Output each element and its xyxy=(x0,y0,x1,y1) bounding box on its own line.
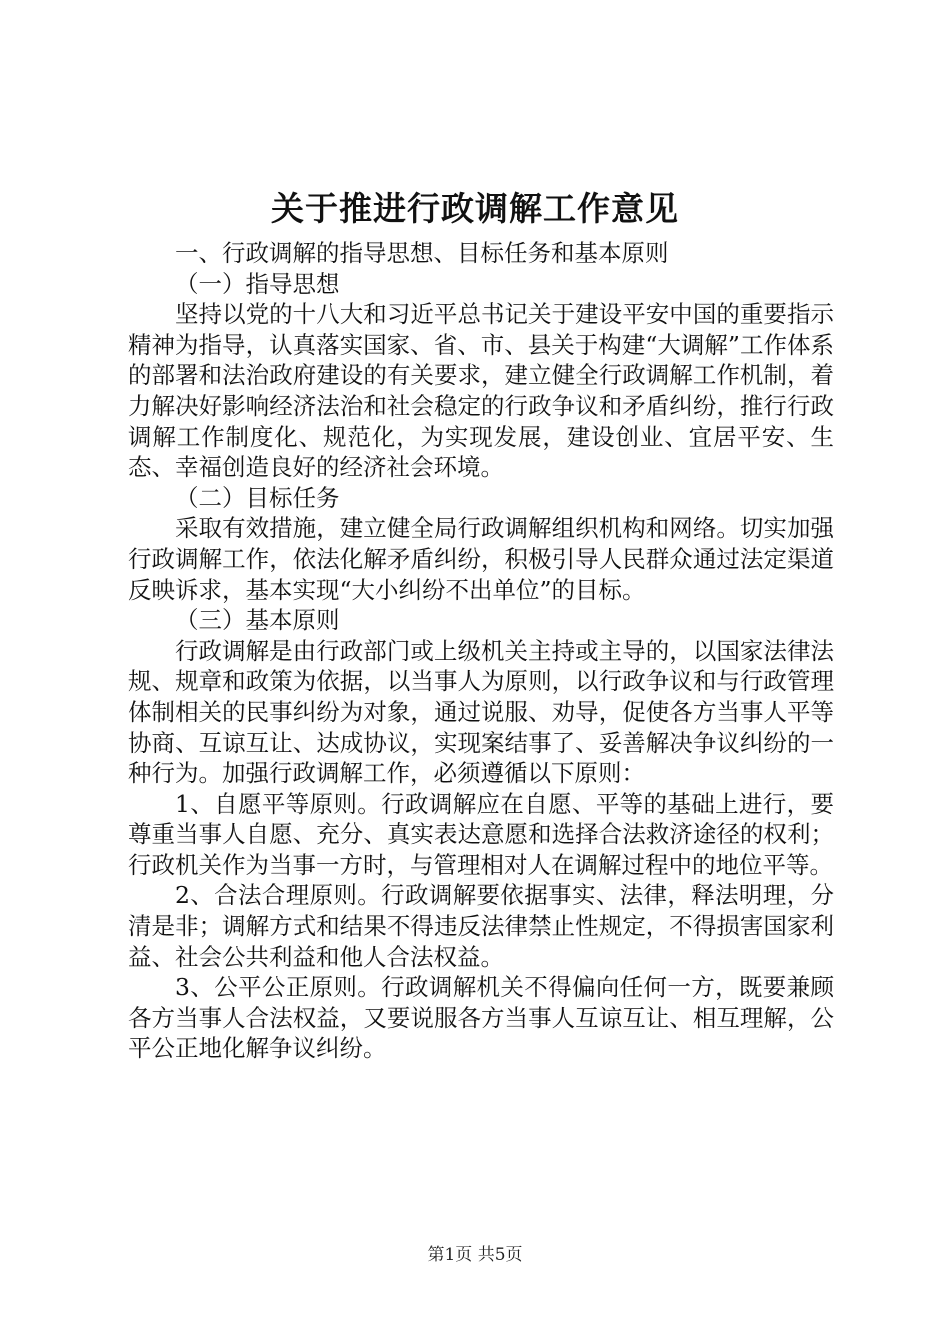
section-heading: 一、行政调解的指导思想、目标任务和基本原则 xyxy=(175,239,669,267)
principle-paragraph: 1、自愿平等原则。行政调解应在自愿、平等的基础上进行，要尊重当事人自愿、充分、真实表达意愿和选择合法救济途径的权利；行政机关作为当事一方时，与管理相对人在调解过程中的地位平等。 xyxy=(128,789,834,879)
page-footer: 第1页 共5页 xyxy=(427,1245,523,1265)
subsection-heading: （三）基本原则 xyxy=(175,606,340,635)
subsection-heading: （一）指导思想 xyxy=(175,269,340,298)
document-body xyxy=(128,238,834,1064)
paragraph: 行政调解是由行政部门或上级机关主持或主导的，以国家法律法规、规章和政策为依据，以当事人为原则，以行政争议和与行政管理体制相关的民事纠纷为对象，通过说服、劝导，促使各方当事人平等协商、互谅互让、达成协议，实现案结事了、妥善解决争议纠纷的一种行为。加强行政调解工作，必须遵循以下原则： xyxy=(128,636,834,788)
paragraph: 采取有效措施，建立健全局行政调解组织机构和网络。切实加强行政调解工作，依法化解矛盾纠纷，积极引导人民群众通过法定渠道反映诉求，基本实现“大小纠纷不出单位”的目标。 xyxy=(128,514,834,604)
paragraph: 坚持以党的十八大和习近平总书记关于建设平安中国的重要指示精神为指导，认真落实国家、省、市、县关于构建“大调解”工作体系的部署和法治政府建设的有关要求，建立健全行政调解工作机制，着力解决好影响经济法治和社会稳定的行政争议和矛盾纠纷，推行行政调解工作制度化、规范化，为实现发展，建设创业、宜居平安、生态、幸福创造良好的经济社会环境。 xyxy=(128,300,834,482)
principle-paragraph: 2、合法合理原则。行政调解要依据事实、法律，释法明理，分清是非；调解方式和结果不得违反法律禁止性规定，不得损害国家利益、社会公共利益和他人合法权益。 xyxy=(128,881,834,971)
document-title: 关于推进行政调解工作意见 xyxy=(271,189,679,228)
principle-paragraph: 3、公平公正原则。行政调解机关不得偏向任何一方，既要兼顾各方当事人合法权益，又要说服各方当事人互谅互让、相互理解，公平公正地化解争议纠纷。 xyxy=(128,973,834,1063)
subsection-heading: （二）目标任务 xyxy=(175,483,340,512)
